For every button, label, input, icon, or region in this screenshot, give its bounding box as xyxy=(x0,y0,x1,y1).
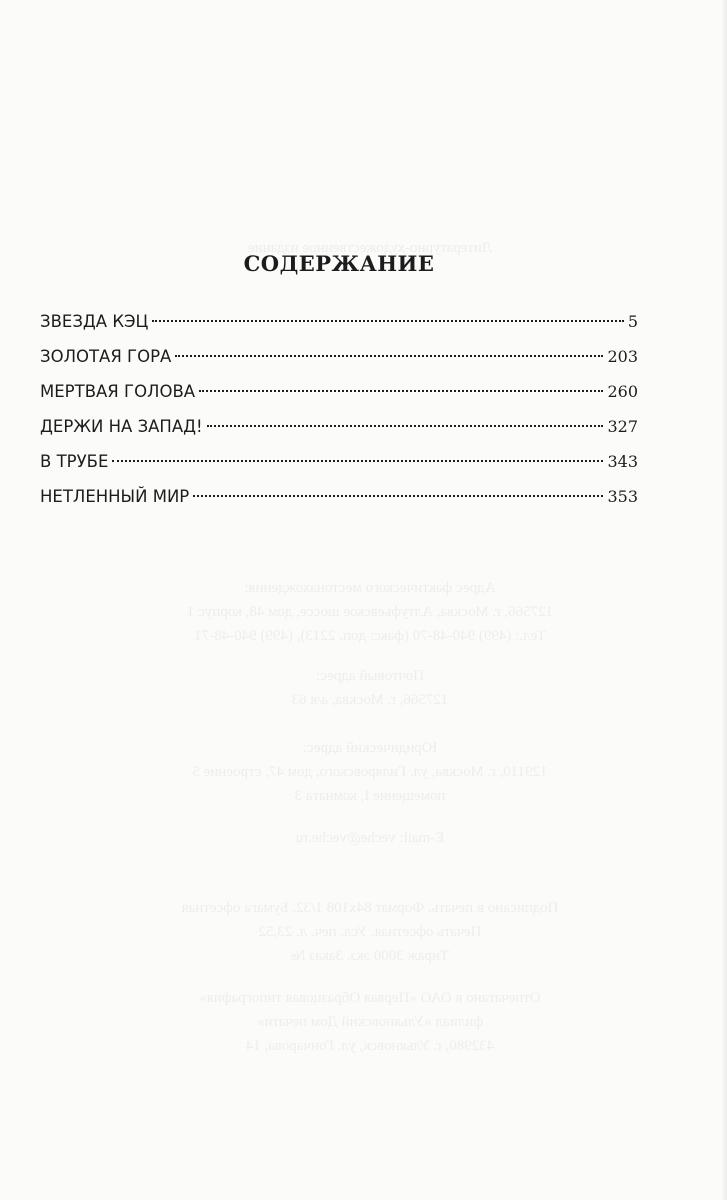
dot-leader xyxy=(207,425,604,427)
toc-entry-title: ЗОЛОТАЯ ГОРА xyxy=(40,347,172,366)
toc-entry-title: МЕРТВАЯ ГОЛОВА xyxy=(40,382,196,401)
toc-entry-title: ЗВЕЗДА КЭЦ xyxy=(40,312,149,331)
dot-leader xyxy=(193,495,603,497)
dot-leader xyxy=(152,320,623,322)
toc-list xyxy=(40,304,638,514)
dot-leader xyxy=(199,390,603,392)
dot-leader xyxy=(175,355,603,357)
toc-entry-title: В ТРУБЕ xyxy=(40,452,109,471)
toc-entry[interactable] xyxy=(40,479,638,514)
page-edge xyxy=(721,0,727,1200)
toc-page-number: 260 xyxy=(607,382,638,401)
toc-entry[interactable] xyxy=(40,409,638,444)
toc-page-number: 343 xyxy=(607,452,638,471)
toc-entry[interactable] xyxy=(40,374,638,409)
toc-entry[interactable] xyxy=(40,444,638,479)
toc-page-number: 203 xyxy=(607,347,638,366)
toc-entry[interactable] xyxy=(40,339,638,374)
toc-heading: СОДЕРЖАНИЕ xyxy=(243,251,435,276)
toc-entry-title: НЕТЛЕННЫЙ МИР xyxy=(40,487,190,506)
toc-entry[interactable] xyxy=(40,304,638,339)
toc-page-number: 353 xyxy=(607,487,638,506)
toc-entry-title: ДЕРЖИ НА ЗАПАД! xyxy=(40,417,203,436)
toc-page-number: 327 xyxy=(607,417,638,436)
toc-page-number: 5 xyxy=(627,312,638,331)
table-of-contents xyxy=(40,250,638,514)
dot-leader xyxy=(112,460,603,462)
